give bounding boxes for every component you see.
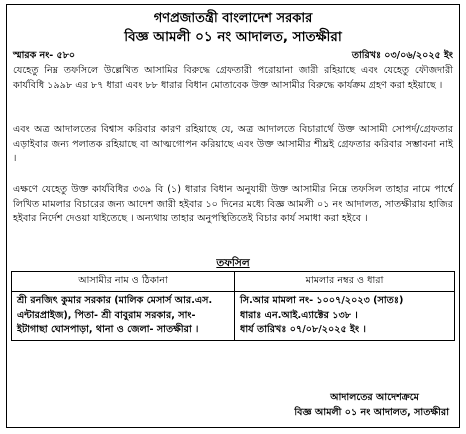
notice-date: তারিখঃ ০৩/০৬/২০২৫ ইং (351, 50, 453, 61)
memo-number: স্মারক নং- ৫৮০ (13, 50, 76, 61)
column-header-accused: আসামীর নাম ও ঠিকানা (12, 272, 235, 292)
court-title: বিজ্ঞ আমলী ০১ নং আদালত, সাতক্ষীরা (124, 29, 342, 45)
court-notice (6, 4, 460, 428)
court-signature-line: বিজ্ঞ আমলী ০১ নং আদালত, সাতক্ষীরা (294, 407, 449, 418)
case-details (235, 292, 455, 341)
paragraph-2: এবং অত্র আদালতের বিশ্বাস করিবার কারণ রহিয়াছে যে, অত্র আদালতে বিচারার্থে উক্ত আসামী সোপর্দ/গ্রেফতার এড়াইবার জন্য পলাতক রহিয়াছে বা আত্মগোপন করিয়াছে এবং উক্ত আসামীর শীঘ্রই গ্রেফতার করিবার সম্ভাবনা নাই । (13, 124, 453, 164)
schedule-title: তফসিল (216, 257, 250, 269)
accused-details: শ্রী রনজিৎ কুমার সরকার (মালিক মেসার্স আর.এস. এন্টারপ্রাইজ), পিতা- শ্রী বাবুরাম সরকার, সাং- ইটাগাছা ঘোসপাড়া, থানা ও জেলা- সাতক্ষীরা । (12, 292, 235, 341)
table-header-row (12, 272, 455, 292)
order-line: আদালতের আদেশক্রমে (330, 392, 419, 403)
case-section: ধারাঃ এন.আই.এ্যাক্টের ১৩৮ । (240, 309, 358, 321)
table-row (12, 292, 455, 341)
schedule-table (11, 271, 455, 341)
paragraph-3: এক্ষণে যেহেতু উক্ত কার্যবিধির ৩৩৯ বি (১) ধারার বিধান অনুযায়ী উক্ত আসামীর নিম্নে তফসিল তাহার নামে পার্শ্বে লিখিত মামলার বিচারের জন্য আদেশ জারী হইবার ১০ দিনের মধ্যে বিজ্ঞ আমলী ০১ নং আদালত, সাতক্ষীরায় হাজির হইবার নির্দেশ দেওয়া যাইতেছে । অন্যথায় তাহার অনুপস্থিতিতেই বিচার কার্য সমাধা করা হইবে । (13, 184, 453, 224)
column-header-case: মামলার নম্বর ও ধারা (235, 272, 455, 292)
case-number: সি.আর মামলা নং- ১০০৭/২০২৩ (সাতঃ) (240, 295, 404, 306)
paragraph-1: যেহেতু নিম্ন তফসিলে উল্লেখিত আসামির বিরুদ্ধে গ্রেফতারী পরোয়ানা জারী রহিয়াছে এবং যেহেতু ফৌজদারী কার্যবিধি ১৯৯৮ এর ৮৭ ধারা এবং ৮৮ ধারার বিধান মোতাবেক উক্ত আসামীর বিরুদ্ধে কার্যক্রম গ্রহণ করা হইয়াছে । (13, 65, 453, 91)
government-title: গণপ্রজাতন্ত্রী বাংলাদেশ সরকার (153, 11, 313, 26)
hearing-date: ধার্য তারিখঃ ০৭/০৮/২০২৫ ইং । (240, 324, 366, 335)
